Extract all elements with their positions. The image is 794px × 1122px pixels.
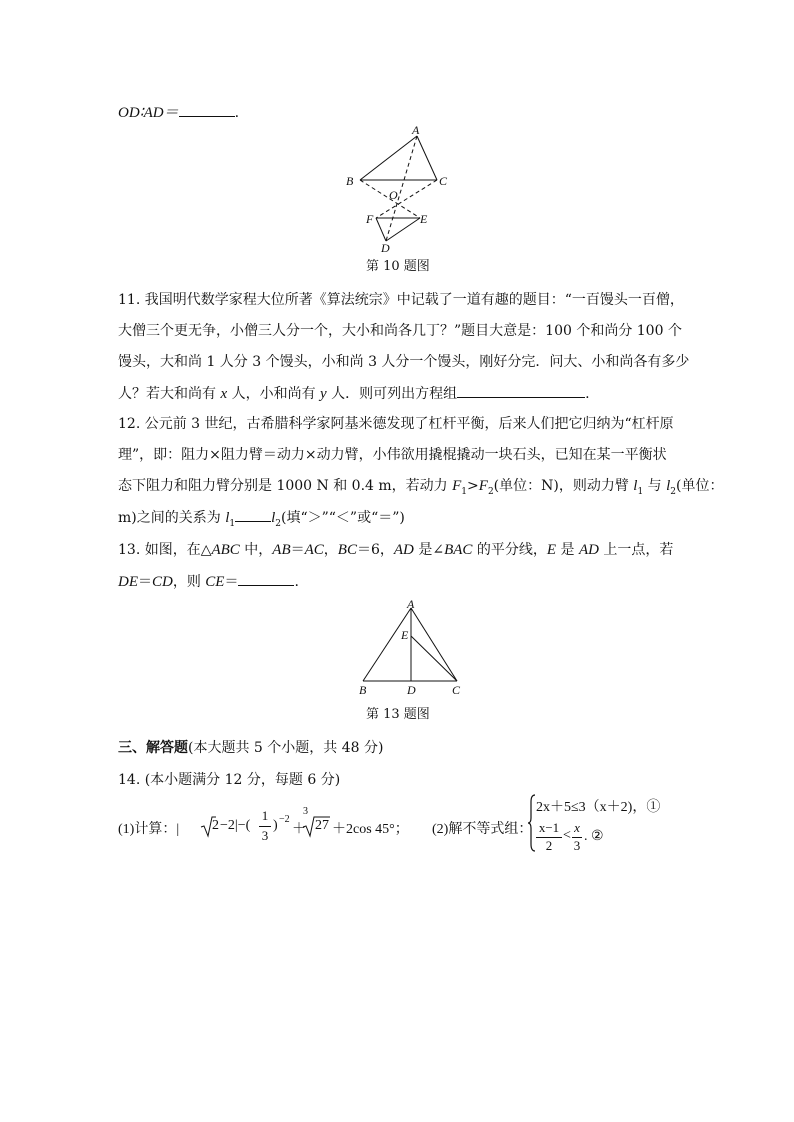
q13-point-a: A: [407, 598, 415, 611]
q10-figure-caption: 第 10 题图: [366, 259, 430, 274]
q13-text-d: ，: [323, 542, 338, 558]
q11-var-y: y: [320, 386, 327, 402]
q12-l2-sub: 2: [670, 486, 677, 497]
q13-text-g: 的平分线，: [472, 542, 547, 558]
q13-cd: CD: [152, 574, 173, 590]
q14-inequality-1: 2x＋5≤3（x＋2)，①: [536, 800, 661, 815]
q12-text-f: (填“＞”“＜”或“＝”): [281, 510, 405, 526]
section3-note: (本大题共 5 个小题，共 48 分): [188, 740, 384, 756]
q12-l1b-sub: 1: [229, 518, 236, 529]
left-brace-icon: [528, 794, 536, 857]
q11-text-a: 人？若大和尚有: [118, 386, 221, 402]
q13-point-b: B: [359, 683, 367, 697]
q12-text-d: (单位：: [676, 478, 724, 494]
q10-tail-line: [118, 102, 239, 123]
q13-line-1: [118, 540, 673, 560]
q13-ac: AC: [304, 542, 324, 558]
q13-point-d: D: [407, 683, 416, 697]
q12-l2: l: [666, 478, 671, 494]
q13-de: DE: [118, 574, 138, 590]
q12-line-2: 理”，即：阻力×阻力臂＝动力×动力臂，小伟欲用撬棍撬动一块石头，已知在某一平衡状: [118, 447, 667, 463]
q14-part1-label: (1)计算：|: [118, 822, 180, 837]
q13-text-c: ＝: [290, 542, 305, 558]
q12-answer-blank: [235, 507, 271, 522]
q14-ineq2-numerator: x−1: [538, 820, 560, 835]
section3-heading-line: [118, 738, 383, 758]
q13-bac: BAC: [444, 542, 473, 558]
q10-point-o: O: [389, 188, 398, 202]
q14-part1-text-a: −2|−(: [220, 818, 251, 833]
q12-line-4: [118, 507, 405, 534]
q14-ineq2-end: . ②: [584, 829, 604, 844]
q12-gt: >: [467, 478, 479, 494]
q13-text-h: 是: [556, 542, 579, 558]
q13-point-e: E: [401, 628, 409, 642]
q13-text-f: 是∠: [413, 542, 445, 558]
q12-text-c: 与: [643, 478, 667, 494]
q14-ineq2-denominator: 2: [545, 838, 553, 853]
q12-f1-sub: 1: [461, 486, 468, 497]
q12-l2b-sub: 2: [275, 518, 281, 529]
q13-abc: ABC: [211, 542, 240, 558]
q13-eq: ＝: [138, 574, 152, 590]
q12-l1: l: [633, 478, 638, 494]
q12-f2: F: [478, 478, 488, 494]
q13-ad: AD: [393, 542, 414, 558]
q11-line-2: 大僧三个更无争，小僧三人分一个，大小和尚各几丁？”题目大意是：100 个和尚分 100 个: [118, 323, 682, 339]
q12-text-b: (单位：N)，则动力臂: [493, 478, 634, 494]
q13-e: E: [546, 542, 557, 558]
q14-part1-text-d: ＋2cos 45°；: [332, 822, 409, 837]
q14-sqrt2-value: 2: [212, 818, 219, 833]
q13-ad2: AD: [578, 542, 599, 558]
q13-text-i: 上一点，若: [598, 542, 674, 558]
q14-inequality-system: [528, 794, 678, 856]
section3-heading: 三、解答题: [118, 740, 188, 756]
q10-ratio-label: OD∶AD＝: [118, 105, 179, 121]
q11-text-b: 人，小和尚有: [227, 386, 321, 402]
q13-text-a: 13. 如图，在△: [118, 542, 212, 558]
q14-ineq2-lt: <: [563, 828, 571, 843]
q12-text-a: 态下阻力和阻力臂分别是 1000 N 和 0.4 m，若动力: [118, 478, 453, 494]
q14-frac-bar: [259, 826, 271, 827]
q13-text-b: 中，: [239, 542, 273, 558]
q12-l1b: l: [225, 510, 230, 526]
q10-point-f: F: [366, 212, 374, 226]
q10-period: .: [234, 105, 240, 121]
q11-line-3: 馒头，大和尚 1 人分 3 个馒头，小和尚 3 人分一个馒头，刚好分完．问大、小和尚各有多少: [118, 354, 690, 370]
q10-point-d: D: [381, 241, 390, 254]
q14-root-value: 27: [315, 818, 329, 833]
q13-ab: AB: [272, 542, 291, 558]
q14-part2-label: (2)解不等式组：: [432, 822, 533, 837]
q10-point-a: A: [412, 124, 420, 137]
q14-frac-num: 1: [261, 808, 269, 823]
q12-f2-sub: 2: [487, 486, 494, 497]
q12-f1: F: [452, 478, 462, 494]
q13-figure-caption: 第 13 题图: [366, 707, 430, 722]
q10-answer-blank: [179, 102, 235, 117]
q13-answer-blank: [238, 571, 294, 586]
q14-part1-text-c: ＋: [292, 822, 306, 837]
q11-period: .: [585, 386, 590, 402]
q13-point-c: C: [452, 683, 461, 697]
q11-answer-blank: [457, 383, 585, 398]
q12-line-1: 12. 公元前 3 世纪，古希腊科学家阿基米德发现了杠杆平衡，后来人们把它归纳为“杠杆原: [118, 416, 674, 432]
q14-ineq2-right-num: x: [574, 820, 580, 835]
q10-figure: [340, 124, 460, 254]
q14-exponent: −2: [279, 814, 290, 825]
q14-root-index: 3: [303, 806, 308, 817]
q12-l1-sub: 1: [637, 486, 644, 497]
q13-bc: BC: [337, 542, 357, 558]
q10-point-c: C: [439, 174, 448, 188]
q13-ce: CE: [205, 574, 225, 590]
q14-header: 14. (本小题满分 12 分，每题 6 分): [118, 772, 341, 788]
q11-var-x: x: [220, 386, 228, 402]
q14-ineq2-right-den: 3: [573, 838, 581, 853]
q11-text-c: 人．则可列出方程组: [326, 386, 458, 402]
q13-text-k: ＝: [224, 574, 239, 590]
q12-text-e: m)之间的关系为: [118, 510, 226, 526]
q11-line-1: 11. 我国明代数学家程大位所著《算法统宗》中记载了一道有趣的题目：“一百馒头一百僧，: [118, 292, 684, 308]
q10-point-e: E: [420, 212, 428, 226]
q13-period: .: [294, 574, 299, 590]
q13-figure: [350, 598, 474, 698]
q14-part1-text-b: ): [273, 818, 278, 833]
q13-line-2: [118, 571, 299, 592]
q11-line-4: [118, 383, 590, 404]
q12-line-3: [118, 476, 723, 502]
q14-frac-den: 3: [261, 828, 269, 843]
q12-l2b: l: [271, 510, 276, 526]
q13-text-e: ＝6，: [356, 542, 394, 558]
q10-point-b: B: [346, 174, 354, 188]
q13-text-j: ，则: [172, 574, 206, 590]
